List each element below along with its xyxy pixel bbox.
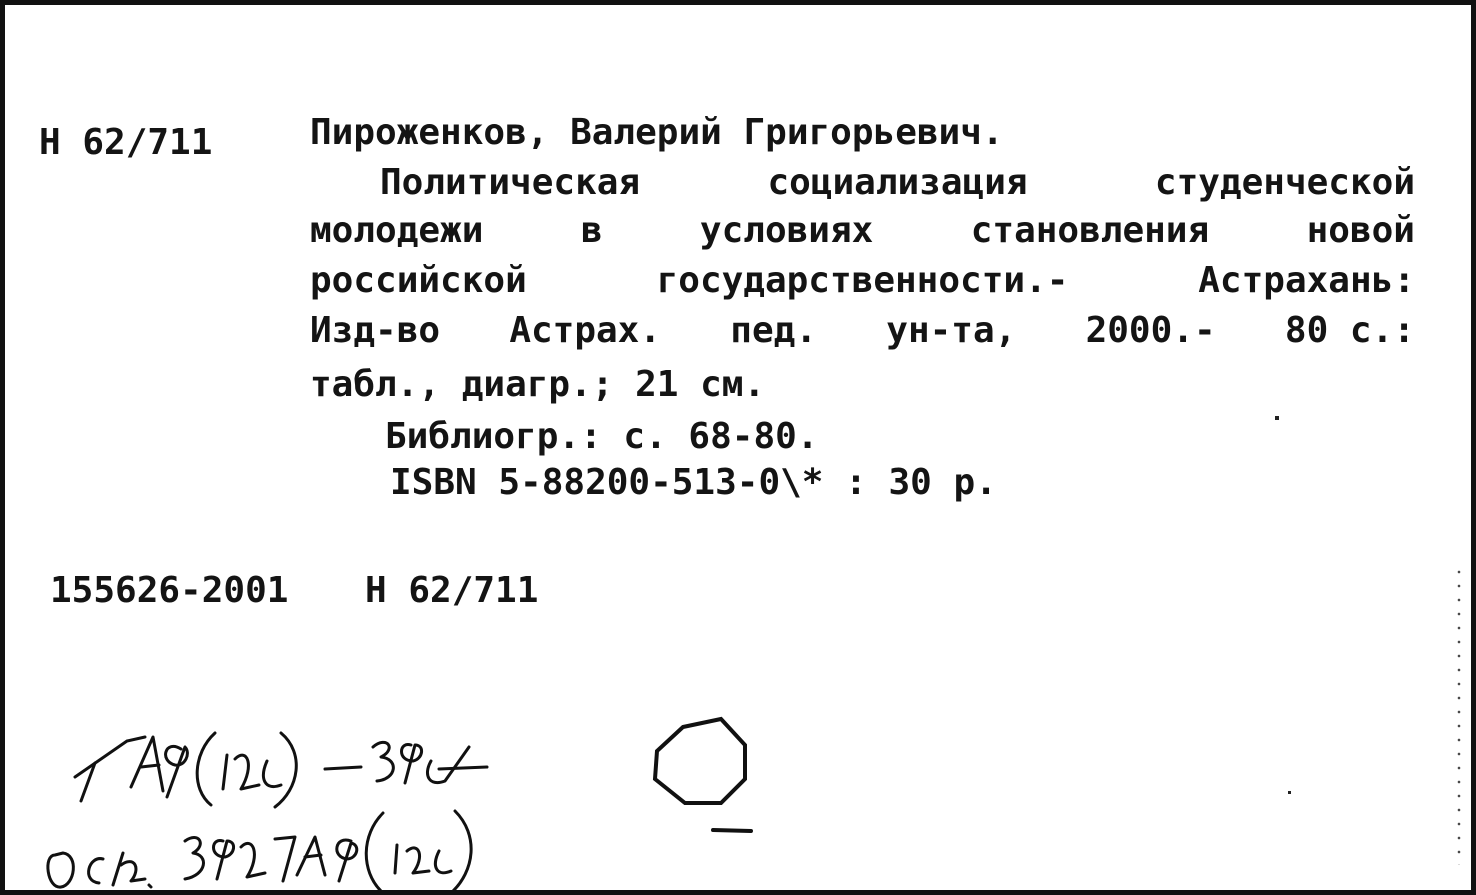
title-word: студенческой xyxy=(1154,162,1415,203)
title-word: новой xyxy=(1306,210,1415,251)
circle-stamp xyxy=(635,705,785,855)
title-word: социализация xyxy=(767,162,1028,203)
title-word: российской xyxy=(310,260,527,301)
speck xyxy=(1275,416,1279,420)
imprint-word: 2000.- xyxy=(1085,310,1216,351)
imprint-word: Изд-во xyxy=(310,310,441,351)
inventory-call-number: Н 62/711 xyxy=(365,570,539,611)
title-word: молодежи xyxy=(310,210,484,251)
title-line-3 xyxy=(310,260,1415,301)
title-word: в xyxy=(580,210,603,251)
imprint-word: 80 с.: xyxy=(1284,310,1415,351)
speck xyxy=(1288,791,1291,794)
author-heading: Пироженков, Валерий Григорьевич. xyxy=(310,112,1004,153)
title-word: государственности.- xyxy=(656,260,1069,301)
imprint-word: Астрах. xyxy=(509,310,662,351)
title-line-1 xyxy=(380,162,1415,203)
inventory-number: 155626-2001 xyxy=(50,570,289,611)
edge-dots xyxy=(1457,565,1461,865)
title-line-2 xyxy=(310,210,1415,251)
handwritten-classification xyxy=(35,705,595,895)
imprint-word: пед. xyxy=(730,310,817,351)
isbn-line: ISBN 5-88200-513-0\* : 30 р. xyxy=(390,462,997,503)
imprint-word: ун-та, xyxy=(886,310,1017,351)
call-number: Н 62/711 xyxy=(39,122,213,163)
title-word: Политическая xyxy=(380,162,641,203)
title-word: становления xyxy=(970,210,1210,251)
bibliography-note: Библиогр.: с. 68-80. xyxy=(385,416,819,457)
imprint-line xyxy=(310,310,1415,351)
title-word: условиях xyxy=(699,210,874,251)
physical-description: табл., диагр.; 21 см. xyxy=(310,364,766,405)
title-word: Астрахань: xyxy=(1198,260,1415,301)
